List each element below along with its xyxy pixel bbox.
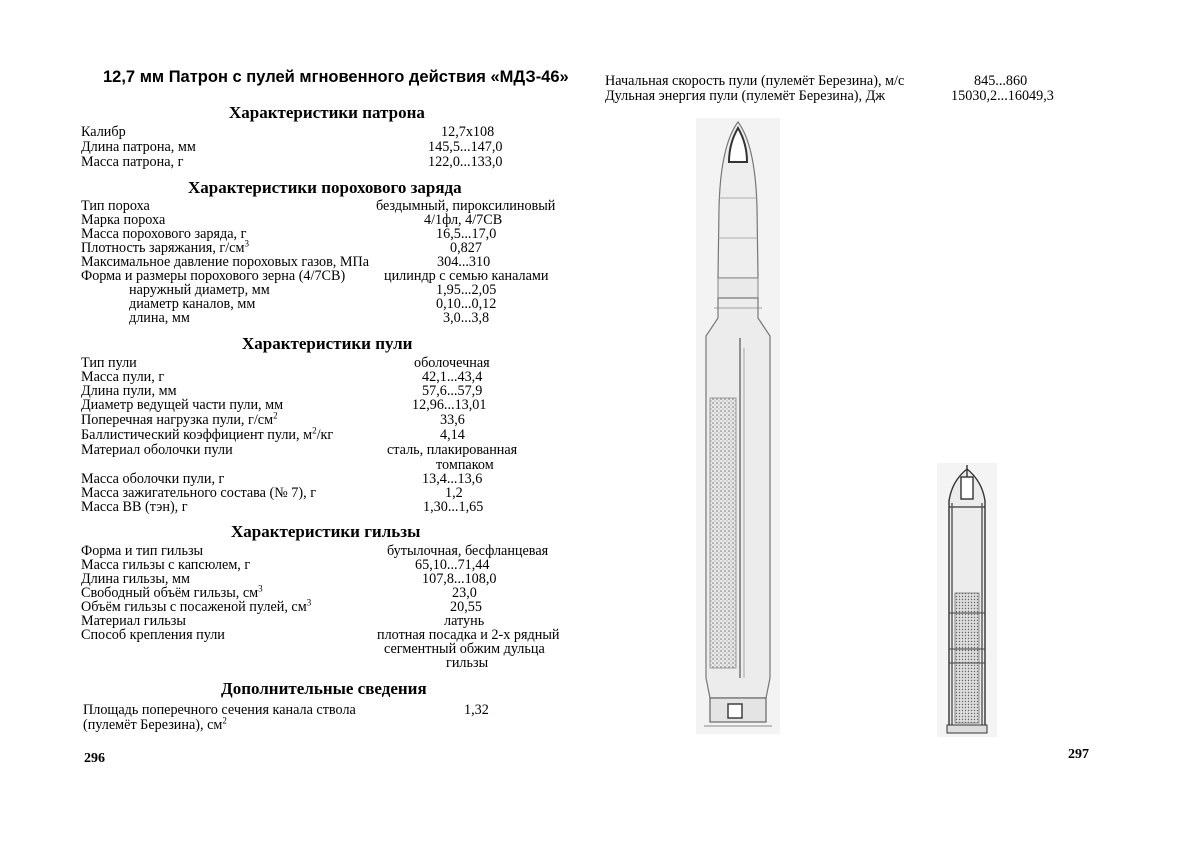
- spec-row-continuation: гильзы: [446, 655, 489, 671]
- spec-row: диаметр каналов, мм 0,10...0,12: [129, 296, 497, 312]
- spec-row: наружный диаметр, мм 1,95...2,05: [129, 282, 497, 298]
- page-number-left: 296: [84, 751, 105, 766]
- spec-row: длина, мм 3,0...3,8: [129, 310, 490, 326]
- spec-row: Плотность заряжания, $г/см^3$ 0,827: [81, 238, 482, 256]
- spec-row: Форма и тип гильзы бутылочная, бесфланцевая: [81, 543, 549, 559]
- spec-row: Длина пули, мм 57,6...57,9: [81, 383, 483, 399]
- spec-row: Дульная энергия пули (пулемёт Березина), Дж 15030,2...16049,3: [605, 88, 1054, 104]
- section-heading-extra: Дополнительные сведения: [221, 679, 427, 698]
- spec-row: Длина гильзы, мм 107,8...108,0: [81, 571, 497, 587]
- spec-row-continuation: сегментный обжим дульца: [384, 641, 545, 657]
- spec-row: Масса пули, г 42,1...43,4: [81, 369, 483, 385]
- spec-row: Масса зажигательного состава (№ 7), г 1,2: [81, 485, 463, 501]
- spec-row: Калибр 12,7х108: [81, 124, 495, 140]
- spec-row: Свободный объём гильзы, $см^3$ 23,0: [81, 583, 477, 601]
- section-heading-powder: Характеристики порохового заряда: [188, 178, 462, 197]
- spec-row-continuation: томпаком: [436, 457, 494, 473]
- spec-row: Марка пороха 4/1фл, 4/7СВ: [81, 212, 503, 228]
- spec-row: Тип пороха бездымный, пироксилиновый: [81, 198, 556, 214]
- spec-row: Форма и размеры порохового зерна (4/7СВ) цилиндр с семью каналами: [81, 268, 549, 284]
- cartridge-drawing: [696, 118, 780, 734]
- spec-row: Материал оболочки пули сталь, плакированная: [81, 442, 518, 458]
- spec-row-continuation: (пулемёт Березина), $см^2$: [83, 715, 227, 733]
- section-heading-cartridge: Характеристики патрона: [229, 103, 425, 122]
- spec-row: Максимальное давление пороховых газов, МПа 304...310: [81, 254, 491, 270]
- spec-row: Тип пули оболочечная: [81, 355, 490, 371]
- spec-row: Материал гильзы латунь: [81, 613, 485, 629]
- spec-row: Масса оболочки пули, г 13,4...13,6: [81, 471, 483, 487]
- section-heading-case: Характеристики гильзы: [231, 522, 421, 541]
- spec-row: Диаметр ведущей части пули, мм 12,96...13,01: [81, 397, 487, 413]
- spec-row: Способ крепления пули плотная посадка и 2-х рядный: [81, 627, 560, 643]
- spec-row: Баллистический коэффициент пули, $м^2/кг$ 4,14: [81, 425, 465, 443]
- spec-row: Объём гильзы с посаженой пулей, $см^3$ 20,55: [81, 597, 482, 615]
- spec-row: Масса патрона, г 122,0...133,0: [81, 154, 503, 170]
- bullet-section-drawing: [937, 463, 997, 737]
- spec-row: Длина патрона, мм 145,5...147,0: [81, 139, 503, 155]
- spec-row: Масса порохового заряда, г 16,5...17,0: [81, 226, 497, 242]
- spec-row: Поперечная нагрузка пули, $г/см^2$ 33,6: [81, 410, 465, 428]
- right-page: [600, 0, 1200, 848]
- section-heading-bullet: Характеристики пули: [242, 334, 413, 353]
- spec-row: Площадь поперечного сечения канала ствола 1,32: [83, 702, 489, 718]
- spec-row: Масса ВВ (тэн), г 1,30...1,65: [81, 499, 484, 515]
- spec-row: Масса гильзы с капсюлем, г 65,10...71,44: [81, 557, 490, 573]
- spec-row: Начальная скорость пули (пулемёт Березина), м/с 845...860: [605, 73, 1028, 89]
- page-number-right: 297: [1068, 747, 1089, 762]
- page-title: 12,7 мм Патрон с пулей мгновенного действия «МДЗ-46»: [103, 68, 569, 86]
